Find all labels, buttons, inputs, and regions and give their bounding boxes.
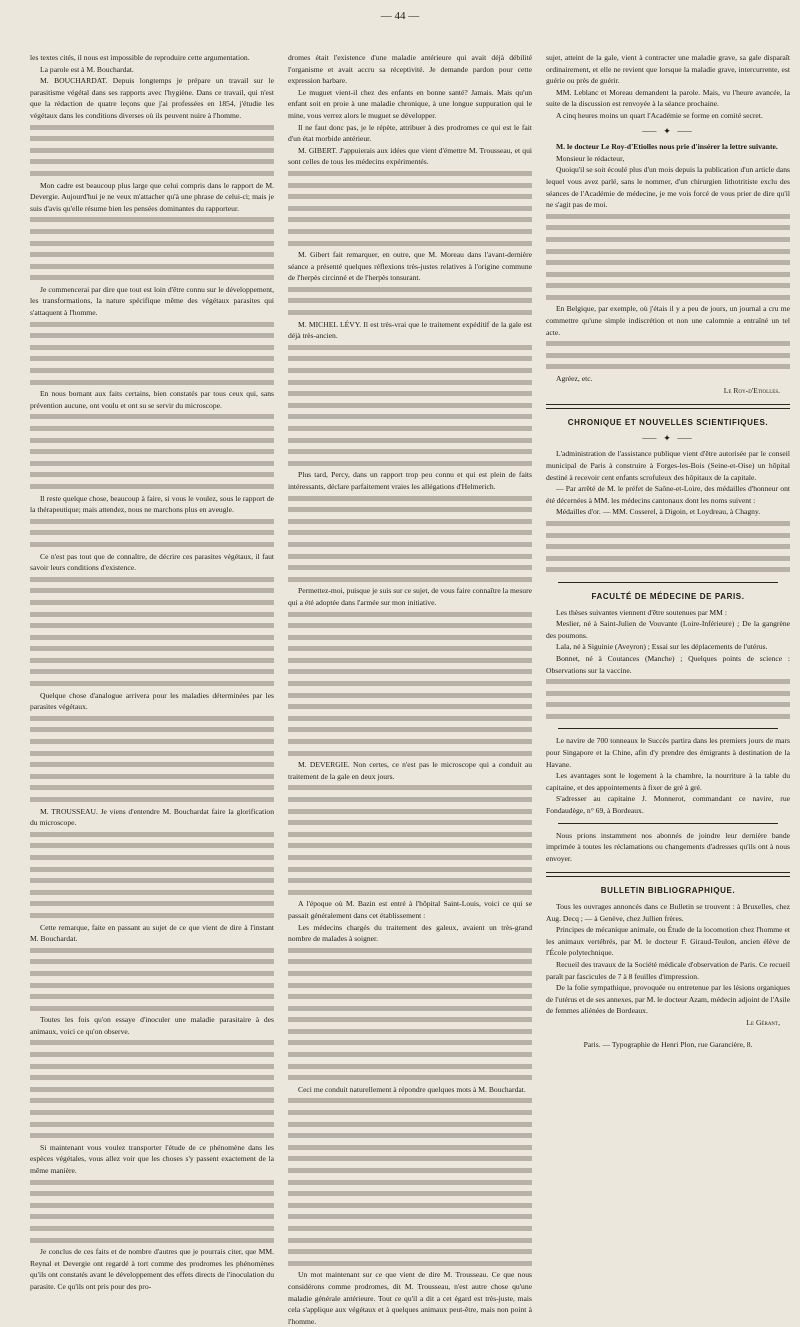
paragraph: les textes cités, il nous est impossible de reproduire cette argumentation.	[30, 53, 250, 62]
paragraph: A l'époque où M. Bazin est entré à l'hôpital Saint-Louis, voici ce qui se passait généralement dans cet établissement :	[288, 899, 532, 920]
paragraph: Le navire de 700 tonneaux le Succès partira dans les premiers jours de mars pour Singapore et la Chine, afin d'y prendre des émigrants à destination de la Havane.	[546, 736, 790, 769]
letter-title: M. le docteur Le Roy-d'Etiolles nous prie d'insérer la lettre suivante.	[556, 142, 778, 152]
paragraph: Quoiqu'il se soit écoulé plus d'un mois depuis la publication d'un article dans lequel vous avez parlé, sans le nommer, d'un chirurgien lithotritiste exclu des séances de l'Académie de médecine, je me vois forcé de vous prier de dire qu'il ne s'agit pas de moi.	[546, 165, 790, 210]
section-title-chronicle: CHRONIQUE ET NOUVELLES SCIENTIFIQUES.	[567, 418, 769, 428]
section-divider	[558, 582, 778, 583]
paragraph: Les thèses suivantes viennent d'être soutenues par MM :	[556, 607, 727, 617]
paragraph: Les médecins chargés du traitement des galeux, avaient un très-grand nombre de malades à soigner.	[288, 922, 532, 944]
paragraph: Un mot maintenant sur ce que vient de dire M. Trousseau. Ce que nous considérons comme prodromes, dit M. Trousseau, n'est autre chose qu'une maladie générale antérieure. Tout ce qu'il a dit a cet égard est très-juste, mais cela s'applique aux végétaux et à quelques animaux peut-être, mais non point à l'homme.	[288, 1270, 532, 1326]
paragraph: Ceci me conduit naturellement à répondre quelques mots à M. Bouchardat.	[298, 1084, 526, 1094]
paragraph: Mon cadre est beaucoup plus large que celui compris dans le rapport de M. Devergie. Aujourd'hui je ne veux m'attacher qu'à une phrase de celui-ci; mais je suis d'avis qu'elle résume bien les pensées dominantes du rapporteur.	[30, 180, 274, 213]
letter-closing: Agréez, etc.	[556, 374, 593, 384]
paragraph: Médailles d'or. — MM. Cosserel, à Digoin, et Loydreau, à Chagny.	[556, 507, 761, 517]
paragraph: En Belgique, par exemple, où j'étais il y a peu de jours, un journal a cru me commettre qu'une simple indiscrétion et non une calomnie a entraîné un tel acte.	[546, 304, 790, 337]
paragraph: Il ne faut donc pas, je le répète, attribuer à des prodromes ce qui est le fait d'un état morbide antérieur.	[288, 122, 532, 144]
paragraph: En nous bornant aux faits certains, bien constatés par tous ceux qui, sans prévention aucune, ont voulu et ont su se servir du microscope.	[30, 389, 274, 410]
paragraph: A cinq heures moins un quart l'Académie se forme en comité secret.	[556, 110, 763, 120]
letter-signature: Le Roy-d'Etiolles.	[723, 385, 780, 395]
paragraph: Je commencerai par dire que tout est loin d'être connu sur le développement, les transformations, la nature spécifique même des végétaux parasites qui s'attaquent à l'homme.	[30, 284, 274, 318]
paragraph: La parole est à M. Bouchardat.	[40, 64, 134, 74]
paragraph: sujet, atteint de la gale, vient à contracter une maladie grave, sa gale disparaît ordinairement, et elle ne revient que lorsque la maladie grave, intercurrente, est guérie ou près de guérir.	[546, 53, 790, 86]
gerant-label: Le Gérant,	[746, 1017, 780, 1027]
paragraph: dromes était l'existence d'une maladie antérieure qui avait déjà débilité l'organisme et avait accru sa réceptivité. Je demande pardon pour cette expression barbare.	[288, 53, 532, 86]
paragraph: M. DEVERGIE. Non certes, ce n'est pas le microscope qui a conduit au traitement de la gale en deux jours.	[288, 760, 532, 781]
page-number: — 44 —	[380, 10, 420, 22]
paragraph: Cette remarque, faite en passant au sujet de ce que vient de dire à l'instant M. Bouchardat.	[30, 922, 274, 944]
paragraph: Je conclus de ces faits et de nombre d'autres que je pourrais citer, que MM. Reynal et Devergie ont regardé à tort comme des prodromes les phénomènes qu'ils ont constatés avant le développement des effets directs de l'inoculation du parasite. Ce qu'ils ont pris pour des pro-	[30, 1247, 274, 1291]
paragraph: — Par arrêté de M. le préfet de Saône-et-Loire, des médailles d'honneur ont été décernées à MM. les médecins cantonaux dont les noms suivent :	[546, 484, 790, 505]
paragraph: M. TROUSSEAU. Je viens d'entendre M. Bouchardat faire la glorification du microscope.	[30, 806, 274, 828]
column-left	[30, 52, 274, 1291]
paragraph: Recueil des travaux de la Société médicale d'observation de Paris. Ce recueil paraît par fascicules de 7 à 8 feuilles d'impression.	[546, 959, 790, 981]
paragraph: M. MICHEL LÉVY. Il est très-vrai que le traitement expéditif de la gale est déjà très-ancien.	[288, 319, 532, 341]
paragraph: De la folie sympathique, provoquée ou entretenue par les lésions organiques de l'utérus et de ses annexes, par M. le docteur Azam, médecin adjoint de l'Asile de femmes aliénées de Bordeaux.	[546, 983, 790, 1016]
ornament-divider: ⸺ ✦ ⸺	[641, 432, 695, 443]
letter-salutation: Monsieur le rédacteur,	[556, 153, 625, 163]
paragraph: MM. Leblanc et Moreau demandent la parole. Mais, vu l'heure avancée, la suite de la discussion est renvoyée à la séance prochaine.	[546, 87, 790, 109]
section-divider	[546, 404, 790, 409]
paragraph: M. GIBERT. J'appuierais aux idées que vient d'émettre M. Trousseau, et qui sont celles de tous les médecins expérimentés.	[288, 145, 532, 167]
paragraph: Principes de mécanique animale, ou Étude de la locomotion chez l'homme et les animaux vertébrés, par M. le docteur F. Giraud-Teulon, ancien élève de l'École polytechnique.	[546, 925, 790, 958]
paragraph: L'administration de l'assistance publique vient d'être autorisée par le conseil municipal de Paris à construire à Forges-les-Bois (Seine-et-Oise) un hôpital destiné à recevoir cent enfants scrofuleux des hôpitaux de la capitale.	[546, 449, 790, 482]
paragraph: M. BOUCHARDAT. Depuis longtemps je prépare un travail sur le parasitisme végétal dans ses rapports avec l'hygiène. Dans ce travail, qui n'est que la rédaction de quatre leçons que j'ai professées en 1854, j'étudie les végétaux dans les conditions diverses où ils peuvent nuire à l'homme.	[30, 76, 274, 120]
paragraph: Les avantages sont le logement à la chambre, la nourriture à la table du capitaine, et des appointements à fixer de gré à gré.	[546, 771, 790, 792]
column-right	[546, 52, 790, 1184]
column-middle	[288, 52, 532, 1326]
paragraph: Bonnet, né à Coutances (Manche) ; Quelques points de science : Observations sur la vaccine.	[546, 653, 790, 675]
paragraph: M. Gibert fait remarquer, en outre, que M. Moreau dans l'avant-dernière séance a présenté quelques réflexions très-justes relatives à l'origine commune de l'herpès circinné et de l'herpès tonsurant.	[288, 250, 532, 283]
paragraph: Si maintenant vous voulez transporter l'étude de ce phénomène dans les espèces végétales, vous allez voir que les choses s'y passent exactement de la même manière.	[30, 1142, 274, 1175]
paragraph: Lala, né à Siguinie (Aveyron) ; Essai sur les déplacements de l'utérus.	[556, 642, 768, 652]
section-title-faculty: FACULTÉ DE MÉDECINE DE PARIS.	[591, 591, 745, 601]
printer-imprint: Paris. — Typographie de Henri Plon, rue Garancière, 8.	[583, 1039, 753, 1049]
section-title-bibliography: BULLETIN BIBLIOGRAPHIQUE.	[600, 886, 736, 896]
paragraph: Meslier, né à Saint-Julien de Vouvante (Loire-Inférieure) ; De la gangrène des poumons.	[546, 619, 790, 640]
paragraph: Plus tard, Percy, dans un rapport trop peu connu et qui est plein de faits intéressants, déclare parfaitement vraies les allégations d'Helmerich.	[288, 470, 532, 491]
section-divider	[558, 728, 778, 729]
paragraph: Nous prions instamment nos abonnés de joindre leur dernière bande imprimée à toutes les réclamations ou changements d'adresses qu'ils ont à nous envoyer.	[546, 830, 790, 863]
section-divider	[546, 872, 790, 877]
paragraph: Tous les ouvrages annoncés dans ce Bulletin se trouvent : à Bruxelles, chez Aug. Decq ; — à Genève, chez Jullien frères.	[546, 902, 790, 923]
paragraph: Ce n'est pas tout que de connaître, de décrire ces parasites végétaux, il faut savoir leurs conditions d'existence.	[30, 551, 274, 573]
paragraph: S'adresser au capitaine J. Monnerot, commandant ce navire, rue Fondaudège, n° 69, à Bordeaux.	[546, 794, 790, 816]
ornament-divider: ⸺ ✦ ⸺	[641, 125, 695, 136]
section-divider	[558, 823, 778, 824]
paragraph: Permettez-moi, puisque je suis sur ce sujet, de vous faire connaître la mesure qui a été adoptée dans l'armée sur mon initiative.	[288, 586, 532, 607]
article-columns	[30, 52, 790, 1326]
paragraph: Toutes les fois qu'on essaye d'inoculer une maladie parasitaire à des animaux, voici ce qu'on observe.	[30, 1015, 274, 1036]
paragraph: Quelque chose d'analogue arrivera pour les maladies déterminées par les parasites végétaux.	[30, 690, 274, 712]
paragraph: Le muguet vient-il chez des enfants en bonne santé? Jamais. Mais qu'un enfant soit en proie à une maladie chronique, à une longue suppuration qui le mine, vous verrez alors le muguet se développer.	[288, 87, 532, 120]
paragraph: Il reste quelque chose, beaucoup à faire, si vous le voulez, sous le rapport de la thérapeutique; mais attendez, nous ne marchons plus en aveugle.	[30, 493, 274, 515]
